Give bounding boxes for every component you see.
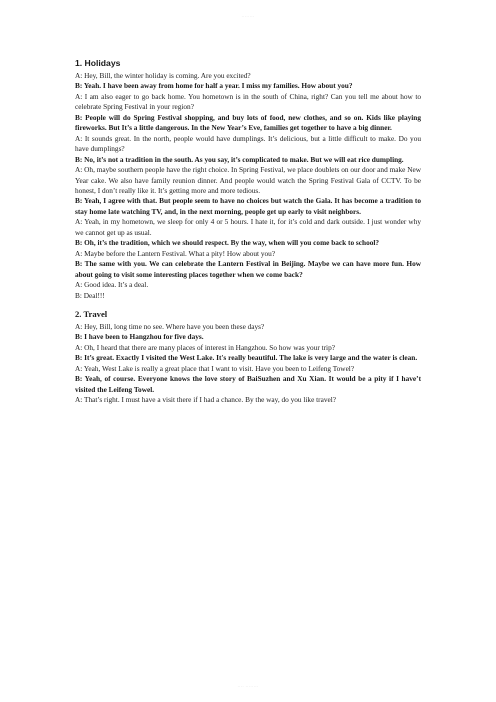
document-page [75, 58, 421, 406]
dialogue-line: B: Deal!!! [75, 290, 105, 300]
dialogue-line: A: Hey, Bill, the winter holiday is coming. Are you excited? [75, 71, 251, 80]
dialogue-line: A: I am also eager to go back home. You hometown is in the south of China, right? Can you tell me about how to celebrate Spring Festival in your region? [75, 91, 421, 112]
dialogue-line: B: It’s great. Exactly I visited the West Lake. It's really beautiful. The lake is very large and the water is clean. [75, 353, 418, 363]
dialogue-line: B: I have been to Hangzhou for five days. [75, 332, 204, 342]
dialogue-line: A: Yeah, West Lake is really a great place that I want to visit. Have you been to Leifeng Towel? [75, 363, 355, 373]
dialogue-line: A: Yeah, in my hometown, we sleep for only 4 or 5 hours. I hate it, for it’s cold and dark outside. I just wonder why we cannot get up as usual. [75, 217, 421, 237]
dialogue-line: B: No, it’s not a tradition in the south. As you say, it’s complicated to make. But we will eat rice dumpling. [75, 154, 404, 164]
dialogue-line: A: Good idea. It’s a deal. [75, 280, 149, 290]
dialogue-line: A: Oh, maybe southern people have the right choice. In Spring Festival, we place doublets on our door and make New Year cake. We also have family reunion dinner. And people would watch the Spring Festival Gala of CCTV. To be honest, I don’t really like it. It’s getting more and more tedious. [75, 165, 421, 195]
dialogue-line: A: Maybe before the Lantern Festival. What a pity! How about you? [75, 248, 276, 258]
dialogue-line: B: Yeah. I have been away from home for half a year. I miss my families. How about you? [75, 81, 353, 91]
dialogue-line: B: Oh, it’s the tradition, which we should respect. By the way, when will you come back to school? [75, 238, 380, 248]
footer-watermark: ···· ········ [237, 684, 259, 689]
dialogue-line: B: Yeah, of course. Everyone knows the love story of BaiSuzhen and Xu Xian. It would be a pity if I have’t visited the Leifeng Towel. [75, 374, 421, 394]
dialogue-line: B: People will do Spring Festival shopping, and buy lots of food, new clothes, and so on. Kids like playing fireworks. But It’s a little dangerous. In the New Year’s Eve, families get together to have a big dinner. [75, 112, 421, 133]
dialogue-line: A: Oh, I heard that there are many places of interest in Hangzhou. So how was your trip? [75, 342, 335, 352]
section-title-holidays: 1. Holidays [75, 58, 121, 68]
dialogue-line: A: That’s right. I must have a visit there if I had a chance. By the way, do you like travel? [75, 395, 336, 405]
dialogue-line: A: Hey, Bill, long time no see. Where have you been these days? [75, 321, 265, 331]
dialogue-line: A: It sounds great. In the north, people would have dumplings. It’s delicious, but a little difficult to make. Do you have dumplings? [75, 133, 421, 154]
dialogue-line: B: The same with you. We can celebrate the Lantern Festival in Beijing. Maybe we can have more fun. How about going to visit some interesting places together when we come back? [75, 259, 421, 279]
header-watermark: ········ [241, 14, 255, 19]
dialogue-line: B: Yeah, I agree with that. But people seem to have no choices but watch the Gala. It has become a tradition to stay home late watching TV, and, in the next morning, people get up early to visit neighbors. [75, 196, 421, 216]
section-title-travel: 2. Travel [75, 308, 108, 319]
